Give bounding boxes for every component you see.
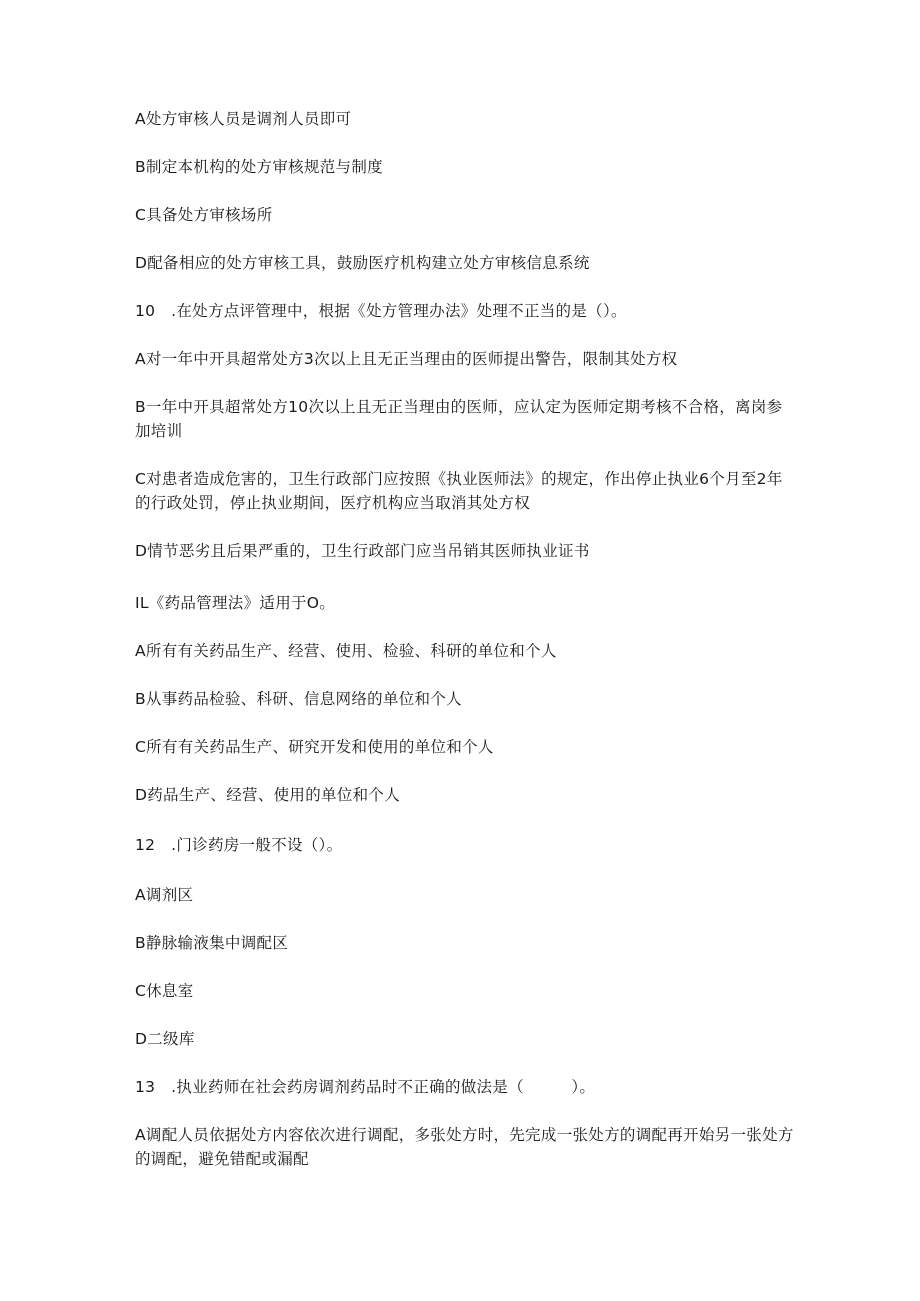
option-b-q9: B制定本机构的处方审核规范与制度 [135, 158, 383, 176]
option-b-q12: B静脉输液集中调配区 [135, 934, 289, 952]
option-d-q12: D二级库 [135, 1030, 195, 1048]
option-a-q10: A对一年中开具超常处方3次以上且无正当理由的医师提出警告，限制其处方权 [135, 350, 678, 368]
option-a-q9: A处方审核人员是调剂人员即可 [135, 110, 352, 128]
question-11: IL《药品管理法》适用于O。 [135, 594, 336, 612]
option-a-q13-line2: 的调配，避免错配或漏配 [135, 1150, 309, 1168]
option-b-q10-line2: 加培训 [135, 422, 183, 440]
option-c-q10-line2: 的行政处罚，停止执业期间，医疗机构应当取消其处方权 [135, 494, 531, 512]
option-c-q11: C所有有关药品生产、研究开发和使用的单位和个人 [135, 738, 494, 756]
option-d-q9: D配备相应的处方审核工具，鼓励医疗机构建立处方审核信息系统 [135, 254, 590, 272]
question-12: 12 .门诊药房一般不设（）。 [135, 836, 343, 854]
option-b-q11: B从事药品检验、科研、信息网络的单位和个人 [135, 690, 462, 708]
option-d-q10: D情节恶劣且后果严重的，卫生行政部门应当吊销其医师执业证书 [135, 542, 590, 560]
option-b-q10-line1: B一年中开具超常处方10次以上且无正当理由的医师，应认定为医师定期考核不合格，离岗参 [135, 398, 783, 416]
option-c-q12: C休息室 [135, 982, 194, 1000]
option-a-q11: A所有有关药品生产、经营、使用、检验、科研的单位和个人 [135, 642, 557, 660]
option-d-q11: D药品生产、经营、使用的单位和个人 [135, 786, 401, 804]
option-c-q10-line1: C对患者造成危害的，卫生行政部门应按照《执业医师法》的规定，作出停止执业6个月至2年 [135, 470, 783, 488]
question-10: 10 .在处方点评管理中，根据《处方管理办法》处理不正当的是（）。 [135, 302, 627, 320]
option-a-q12: A调剂区 [135, 886, 194, 904]
question-13: 13 .执业药师在社会药房调剂药品时不正确的做法是（ ）。 [135, 1078, 596, 1096]
option-c-q9: C具备处方审核场所 [135, 206, 273, 224]
option-a-q13-line1: A调配人员依据处方内容依次进行调配，多张处方时，先完成一张处方的调配再开始另一张处方 [135, 1126, 794, 1144]
